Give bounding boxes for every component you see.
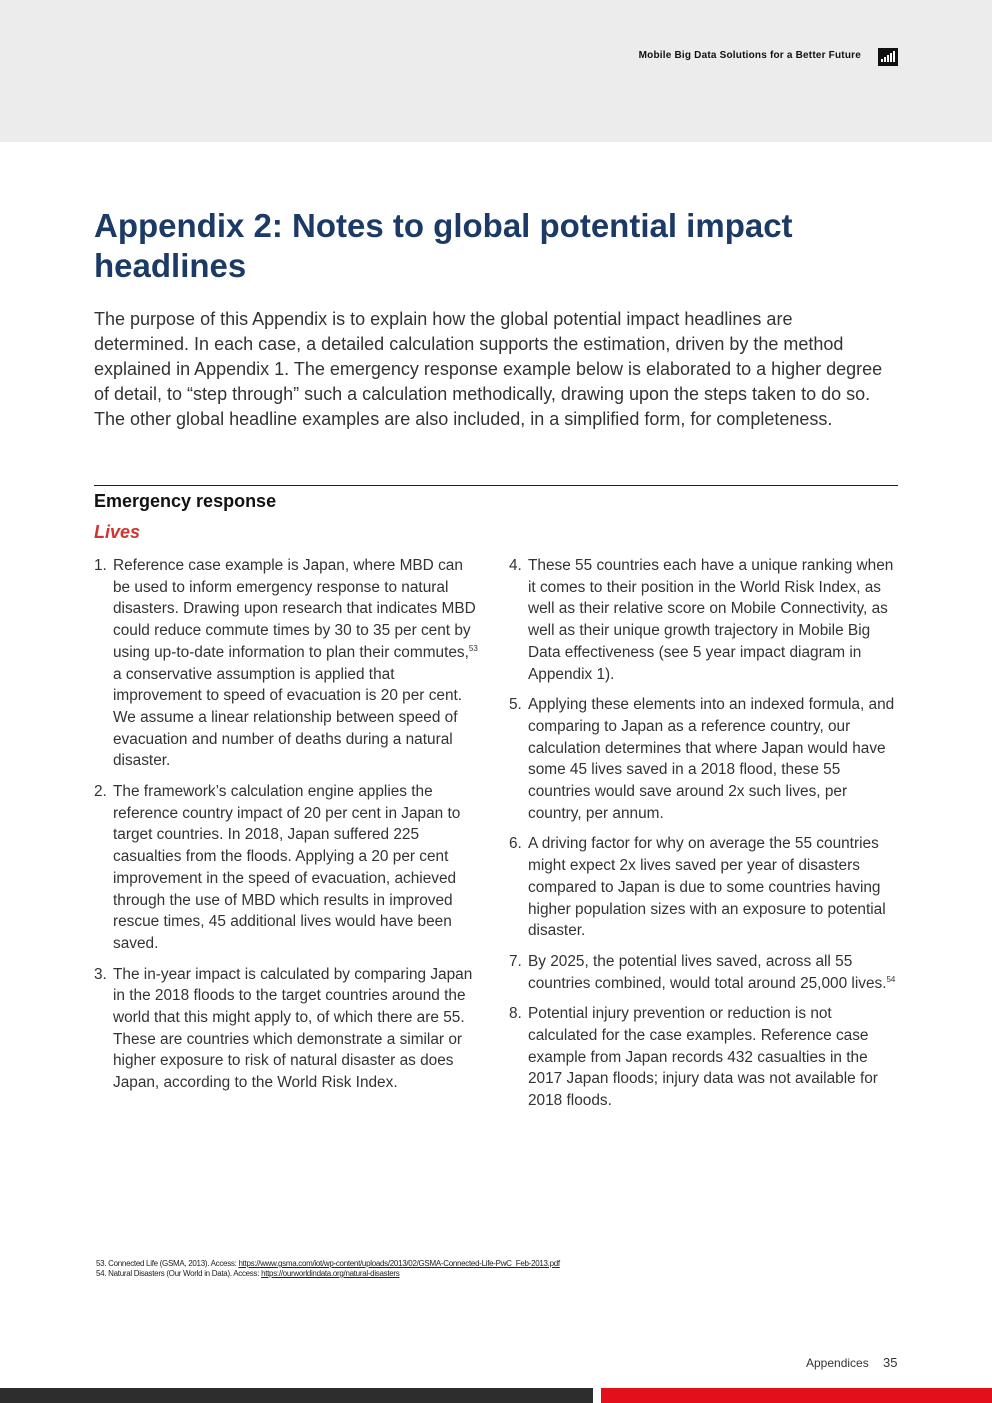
network-logo-icon [878,48,898,66]
footnote-54 [96,1269,560,1279]
list-item-number: 3. [94,965,107,983]
list-item-number: 7. [509,952,522,970]
list-item [94,964,484,1094]
footnote-text: 54. Natural Disasters (Our World in Data). Access: [96,1269,262,1278]
footnote-ref[interactable]: 54 [886,974,896,984]
list-item-number: 8. [509,1005,522,1023]
list-item-text: The in-year impact is calculated by comparing Japan in the 2018 floods to the target countries around the world that this might apply to, of which there are 55. These are countries which demonstrate a similar or higher exposure to risk of natural disaster as does Japan, according to the World Risk Index. [113,965,473,1092]
section-divider [94,485,898,486]
numbered-list-left [94,555,484,1103]
list-item-number: 2. [94,783,107,801]
list-item-number: 5. [509,696,522,714]
intro-paragraph: The purpose of this Appendix is to explain how the global potential impact headlines are determined. In each case, a detailed calculation supports the estimation, driven by the method explained in Appendix 1. The emergency response example below is elaborated to a higher degree of detail, to “step through” such a calculation methodically, drawing upon the steps taken to do so. The other global headline examples are also included, in a simplified form, for completeness. [94,309,883,429]
list-item [509,1003,901,1112]
footnote-ref[interactable]: 53 [468,643,478,653]
footer-bar-dark [0,1388,593,1403]
footnote-text: 53. Connected Life (GSMA, 2013). Access: [96,1259,239,1268]
footer-bar-red [601,1388,992,1403]
list-item [509,555,901,685]
list-item-number: 1. [94,557,107,574]
list-item-text: Reference case example is Japan, where MBD can be used to inform emergency response to natural disasters. Drawing upon research that indicates MBD could reduce commute times by 30 to 35 per cent by using up-to-date information to plan their commutes, [113,557,476,661]
header-band [0,0,992,142]
list-item-text: The framework’s calculation engine applies the reference country impact of 20 per cent in Japan to target countries. In 2018, Japan suffered 225 casualties from the floods. Applying a 20 per cent improvement in the speed of evacuation, achieved through the use of MBD which results in improved rescue times, 45 additional lives would have been saved. [113,783,461,952]
header-title: Mobile Big Data Solutions for a Better Future [638,50,861,61]
footer-section-label: Appendices [806,1356,869,1370]
footnote-link[interactable]: https://ourworldindata.org/natural-disasters [261,1269,400,1278]
list-item [509,833,901,942]
page-number: 35 [883,1355,898,1370]
footnote-link[interactable]: https://www.gsma.com/iot/wp-content/uploads/2013/02/GSMA-Connected-Life-PwC_Feb-2013.pdf [238,1259,560,1268]
list-item [509,951,901,994]
section-subheading: Lives [94,522,141,542]
page-title: Appendix 2: Notes to global potential impact headlines [94,207,793,284]
list-item-text-continued: a conservative assumption is applied that improvement to speed of evacuation is 20 per cent. We assume a linear relationship between speed of evacuation and number of deaths during a natural disaster. [113,665,463,770]
footnote-53 [96,1259,560,1269]
list-item [509,694,901,824]
list-item-number: 6. [509,835,522,853]
footnotes [96,1259,560,1279]
list-item [94,781,484,955]
numbered-list-right [509,555,901,1121]
list-item-number: 4. [509,557,522,574]
list-item-text: These 55 countries each have a unique ranking when it comes to their position in the World Risk Index, as well as their relative score on Mobile Connectivity, as well as their unique growth trajectory in Mobile Big Data effectiveness (see 5 year impact diagram in Appendix 1). [528,557,894,683]
list-item-text: Potential injury prevention or reduction is not calculated for the case examples. Reference case example from Japan records 432 casualties in the 2017 Japan floods; injury data was not available for 2018 floods. [528,1005,878,1110]
section-heading: Emergency response [94,491,277,511]
list-item-text: A driving factor for why on average the 55 countries might expect 2x lives saved per year of disasters compared to Japan is due to some countries having higher population sizes with an exposure to potential disaster. [528,835,886,940]
list-item-text: Applying these elements into an indexed formula, and comparing to Japan as a reference country, our calculation determines that where Japan would have some 45 lives saved in a 2018 flood, these 55 countries would save around 2x such lives, per country, per annum. [528,696,895,822]
list-item [94,555,484,772]
list-item-text: By 2025, the potential lives saved, across all 55 countries combined, would total around 25,000 lives. [528,952,887,992]
